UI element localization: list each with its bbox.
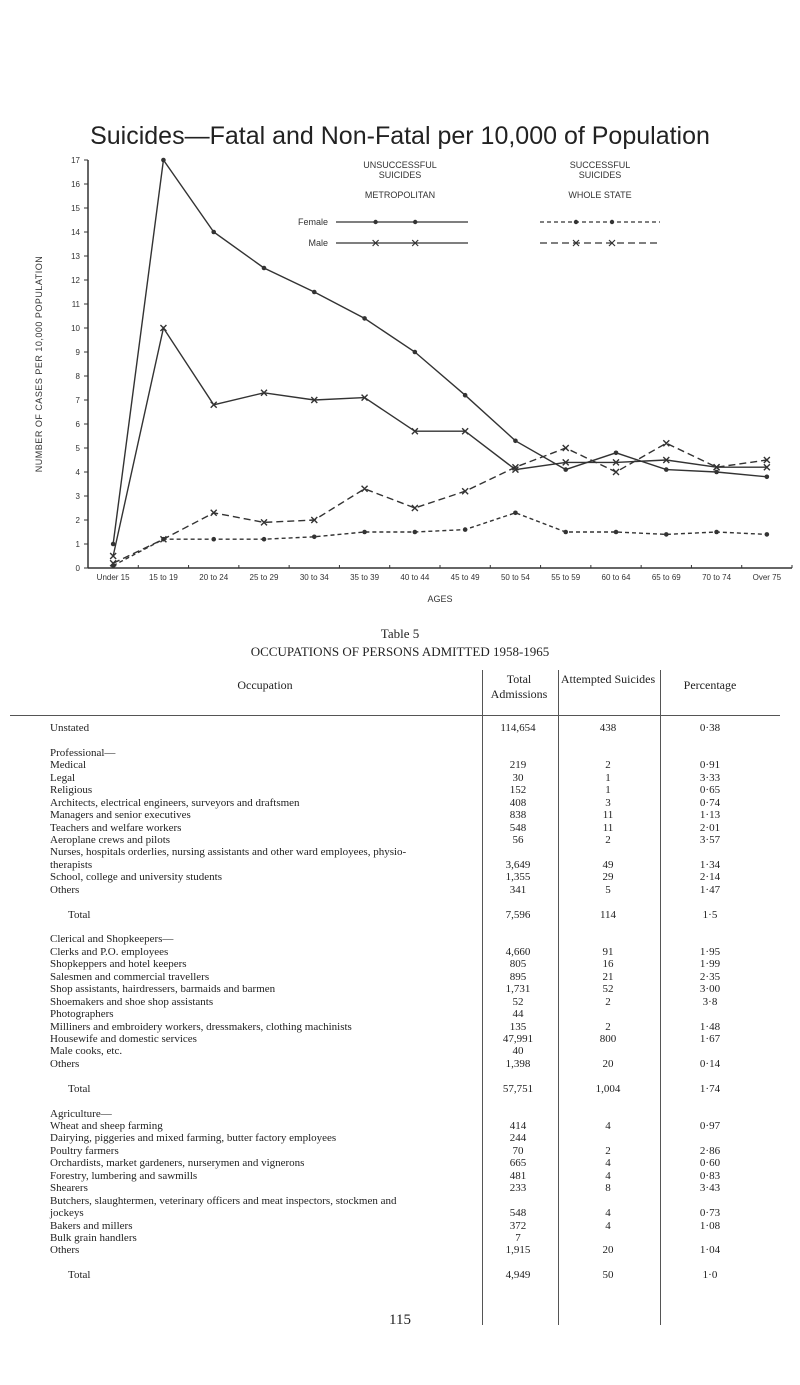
row-label: Aeroplane crews and pilots xyxy=(50,833,171,846)
row-total-admissions: 30 xyxy=(512,771,524,784)
row-total-admissions: 52 xyxy=(512,995,524,1008)
row-attempted-suicides: 50 xyxy=(602,1269,614,1282)
row-label: Total xyxy=(68,1082,91,1095)
table-row xyxy=(50,958,780,970)
y-tick-label: 4 xyxy=(75,468,80,477)
table-row xyxy=(50,909,780,921)
header-percentage: Percentage xyxy=(683,678,737,692)
row-label: Religious xyxy=(50,784,93,797)
table-row xyxy=(50,1021,780,1033)
row-percentage: 1·08 xyxy=(699,1219,721,1232)
row-attempted-suicides: 1 xyxy=(605,784,611,797)
table-row xyxy=(50,871,780,883)
table-row xyxy=(50,1095,780,1107)
data-point xyxy=(312,535,317,540)
row-label: Total xyxy=(68,1269,91,1282)
table-row xyxy=(50,1170,780,1182)
row-attempted-suicides: 20 xyxy=(602,1057,614,1070)
row-attempted-suicides: 4 xyxy=(605,1157,611,1170)
data-point xyxy=(412,505,418,511)
row-percentage: 1·5 xyxy=(702,908,718,921)
row-total-admissions: 895 xyxy=(509,970,527,983)
table-row xyxy=(50,1058,780,1070)
table-row xyxy=(50,846,780,858)
y-axis-label: NUMBER OF CASES PER 10,000 POPULATION xyxy=(34,255,44,473)
data-point xyxy=(513,511,518,516)
data-point xyxy=(613,469,619,475)
data-point xyxy=(663,440,669,446)
data-point xyxy=(714,530,719,535)
row-percentage: 2·35 xyxy=(699,970,721,983)
table-row xyxy=(50,1182,780,1194)
table-row xyxy=(50,1195,780,1207)
row-total-admissions: 3,649 xyxy=(505,858,531,871)
data-point xyxy=(161,158,166,163)
row-label: Salesmen and commercial travellers xyxy=(50,970,210,983)
table-caption: OCCUPATIONS OF PERSONS ADMITTED 1958-1965 xyxy=(250,644,550,659)
table-row xyxy=(50,822,780,834)
legend-sub-metropolitan: METROPOLITAN xyxy=(364,190,436,200)
row-percentage: 0·65 xyxy=(699,784,721,797)
y-tick-label: 15 xyxy=(71,204,80,213)
y-tick-label: 12 xyxy=(71,276,80,285)
row-label: Others xyxy=(50,883,80,896)
row-percentage: 3·33 xyxy=(699,771,721,784)
row-total-admissions: 1,731 xyxy=(505,983,531,996)
data-point xyxy=(463,527,468,532)
row-label: Managers and senior executives xyxy=(50,809,191,822)
row-total-admissions: 7 xyxy=(515,1231,521,1244)
y-tick-label: 14 xyxy=(71,228,80,237)
row-total-admissions: 665 xyxy=(509,1157,527,1170)
row-label: Clerks and P.O. employees xyxy=(50,945,169,958)
data-point xyxy=(765,475,770,480)
row-label: Agriculture— xyxy=(50,1107,112,1120)
legend-marker xyxy=(574,220,578,224)
row-label: Dairying, piggeries and mixed farming, butter factory employees xyxy=(50,1132,337,1145)
row-label: Poultry farmers xyxy=(50,1144,119,1157)
table-row xyxy=(50,1257,780,1269)
page-number: 115 xyxy=(389,1312,411,1328)
legend-heading-unsuccessful: UNSUCCESSFUL xyxy=(363,160,437,170)
row-total-admissions: 414 xyxy=(509,1120,527,1132)
row-total-admissions: 135 xyxy=(509,1020,527,1033)
row-percentage: 0·60 xyxy=(699,1157,721,1170)
row-total-admissions: 548 xyxy=(509,821,527,834)
table-row xyxy=(50,946,780,958)
chart-title: Suicides—Fatal and Non-Fatal per 10,000 of Population xyxy=(90,122,710,150)
row-total-admissions: 481 xyxy=(509,1169,527,1182)
row-percentage: 0·97 xyxy=(699,1120,721,1132)
table-row xyxy=(50,809,780,821)
x-tick-label: 40 to 44 xyxy=(400,573,430,582)
row-label: Housewife and domestic services xyxy=(50,1032,197,1045)
row-total-admissions: 57,751 xyxy=(502,1082,534,1095)
header-rule xyxy=(10,715,780,716)
y-tick-label: 7 xyxy=(75,396,80,405)
x-axis-label: AGES xyxy=(427,594,453,604)
table-row xyxy=(50,834,780,846)
row-attempted-suicides: 29 xyxy=(602,871,614,884)
row-label: Shop assistants, hairdressers, barmaids and barmen xyxy=(50,983,276,996)
data-point xyxy=(714,470,719,475)
row-attempted-suicides: 5 xyxy=(605,883,611,896)
y-tick-label: 2 xyxy=(75,516,80,525)
data-point xyxy=(211,537,216,542)
legend-marker xyxy=(373,220,377,224)
legend-heading-successful: SUCCESSFUL xyxy=(569,160,631,170)
x-tick-label: 45 to 49 xyxy=(450,573,480,582)
row-percentage: 0·74 xyxy=(699,796,721,809)
row-label: Professional— xyxy=(50,746,116,759)
row-attempted-suicides: 16 xyxy=(602,958,614,971)
y-tick-label: 17 xyxy=(71,156,80,165)
row-attempted-suicides: 20 xyxy=(602,1244,614,1257)
row-total-admissions: 1,398 xyxy=(505,1057,531,1070)
row-percentage: 3·43 xyxy=(699,1182,721,1195)
table-row xyxy=(50,1132,780,1144)
row-attempted-suicides: 438 xyxy=(599,722,617,734)
line-chart xyxy=(0,150,800,620)
data-point xyxy=(463,393,468,398)
row-percentage: 1·67 xyxy=(699,1032,721,1045)
row-label: Orchardists, market gardeners, nurserymen and vignerons xyxy=(50,1157,305,1170)
row-percentage: 3·00 xyxy=(699,983,721,996)
table-row xyxy=(50,1083,780,1095)
row-attempted-suicides: 3 xyxy=(605,796,611,809)
row-percentage: 1·99 xyxy=(699,958,721,971)
row-percentage: 0·73 xyxy=(699,1207,721,1220)
row-total-admissions: 244 xyxy=(509,1132,527,1145)
row-attempted-suicides: 4 xyxy=(605,1169,611,1182)
table-row xyxy=(50,1232,780,1244)
row-total-admissions: 1,355 xyxy=(505,871,531,884)
table-header xyxy=(50,668,780,720)
row-attempted-suicides: 1,004 xyxy=(595,1082,621,1095)
row-label: Shoemakers and shoe shop assistants xyxy=(50,995,214,1008)
table-row xyxy=(50,1269,780,1281)
row-attempted-suicides: 2 xyxy=(605,1020,611,1033)
data-point xyxy=(413,350,418,355)
table-row xyxy=(50,996,780,1008)
legend-sub-whole-state: WHOLE STATE xyxy=(568,190,632,200)
data-point xyxy=(262,537,267,542)
row-attempted-suicides: 2 xyxy=(605,1144,611,1157)
row-percentage: 1·95 xyxy=(699,945,721,958)
row-label: Teachers and welfare workers xyxy=(50,821,182,834)
row-percentage: 0·91 xyxy=(699,759,721,772)
y-tick-label: 3 xyxy=(75,492,80,501)
table-row xyxy=(50,797,780,809)
row-total-admissions: 838 xyxy=(509,809,527,822)
row-label: Bakers and millers xyxy=(50,1219,133,1232)
row-attempted-suicides: 8 xyxy=(605,1182,611,1195)
row-percentage: 2·01 xyxy=(699,821,721,834)
row-attempted-suicides: 4 xyxy=(605,1219,611,1232)
row-total-admissions: 4,949 xyxy=(505,1269,531,1282)
row-percentage: 2·86 xyxy=(699,1144,721,1157)
x-tick-label: 70 to 74 xyxy=(702,573,732,582)
data-point xyxy=(211,230,216,235)
row-percentage: 0·38 xyxy=(699,722,721,734)
row-attempted-suicides: 2 xyxy=(605,995,611,1008)
row-attempted-suicides: 11 xyxy=(602,821,614,834)
row-percentage: 1·74 xyxy=(699,1082,721,1095)
table-number: Table 5 xyxy=(380,626,420,641)
legend-heading-successful: SUICIDES xyxy=(578,170,622,180)
row-label: Medical xyxy=(50,759,87,772)
row-total-admissions: 408 xyxy=(509,796,527,809)
data-point xyxy=(262,266,267,271)
row-total-admissions: 805 xyxy=(509,958,527,971)
table-row xyxy=(50,747,780,759)
row-total-admissions: 233 xyxy=(509,1182,527,1195)
y-tick-label: 8 xyxy=(75,372,80,381)
table-row xyxy=(50,983,780,995)
x-tick-label: 55 to 59 xyxy=(551,573,581,582)
row-label: Wheat and sheep farming xyxy=(50,1120,163,1132)
y-tick-label: 1 xyxy=(75,540,80,549)
row-label: Shopkeppers and hotel keepers xyxy=(50,958,187,971)
table-row xyxy=(50,722,780,734)
table-row xyxy=(50,1045,780,1057)
y-tick-label: 11 xyxy=(71,300,80,309)
series-line xyxy=(113,160,767,544)
data-point xyxy=(614,530,619,535)
x-tick-label: 50 to 54 xyxy=(500,573,530,582)
table-row xyxy=(50,971,780,983)
row-label: Others xyxy=(50,1244,80,1257)
row-label: jockeys xyxy=(50,1207,84,1220)
row-percentage: 1·48 xyxy=(699,1020,721,1033)
row-label: Legal xyxy=(50,771,76,784)
y-tick-label: 0 xyxy=(75,564,80,573)
header-occupation: Occupation xyxy=(237,678,293,692)
header-attempted: Attempted Suicides xyxy=(560,672,656,686)
row-total-admissions: 47,991 xyxy=(502,1032,534,1045)
row-label: Clerical and Shopkeepers— xyxy=(50,933,174,946)
y-tick-label: 5 xyxy=(75,444,80,453)
table-row xyxy=(50,1070,780,1082)
table-row xyxy=(50,1008,780,1020)
row-label: Total xyxy=(68,908,91,921)
x-tick-label: Over 75 xyxy=(752,573,782,582)
row-label: Photographers xyxy=(50,1008,114,1021)
table-row xyxy=(50,1033,780,1045)
table-row xyxy=(50,784,780,796)
row-attempted-suicides: 114 xyxy=(599,908,617,921)
row-label: Male cooks, etc. xyxy=(50,1045,123,1058)
data-point xyxy=(312,290,317,295)
data-point xyxy=(513,439,518,444)
header-total: Total Admissions xyxy=(490,672,548,701)
table-row xyxy=(50,1145,780,1157)
row-attempted-suicides: 2 xyxy=(605,759,611,772)
y-tick-label: 9 xyxy=(75,348,80,357)
row-percentage: 1·34 xyxy=(699,858,721,871)
row-total-admissions: 40 xyxy=(512,1045,524,1058)
series-line xyxy=(113,443,767,563)
row-percentage: 2·14 xyxy=(699,871,721,884)
row-attempted-suicides: 4 xyxy=(605,1120,611,1132)
row-total-admissions: 152 xyxy=(509,784,527,797)
x-tick-label: 30 to 34 xyxy=(299,573,329,582)
y-tick-label: 6 xyxy=(75,420,80,429)
row-attempted-suicides: 52 xyxy=(602,983,614,996)
row-label: Nurses, hospitals orderlies, nursing assistants and other ward employees, physio- xyxy=(50,846,407,859)
y-tick-label: 16 xyxy=(71,180,80,189)
row-attempted-suicides: 800 xyxy=(599,1032,617,1045)
row-percentage: 0·83 xyxy=(699,1169,721,1182)
data-point xyxy=(563,467,568,472)
row-percentage: 3·57 xyxy=(699,833,721,846)
table-row xyxy=(50,896,780,908)
legend-marker xyxy=(413,220,417,224)
table-row xyxy=(50,1220,780,1232)
data-point xyxy=(563,530,568,535)
row-total-admissions: 114,654 xyxy=(500,722,536,734)
row-attempted-suicides: 1 xyxy=(605,771,611,784)
row-label: Milliners and embroidery workers, dressmakers, clothing machinists xyxy=(50,1020,352,1033)
row-label: Shearers xyxy=(50,1182,88,1195)
row-label: Butchers, slaughtermen, veterinary officers and meat inspectors, stockmen and xyxy=(50,1194,397,1207)
table-row xyxy=(50,921,780,933)
data-point xyxy=(362,316,367,321)
row-label: School, college and university students xyxy=(50,871,222,884)
x-tick-label: 20 to 24 xyxy=(199,573,229,582)
x-tick-label: Under 15 xyxy=(96,573,130,582)
data-point xyxy=(614,451,619,456)
legend-marker xyxy=(610,220,614,224)
row-total-admissions: 1,915 xyxy=(505,1244,531,1257)
series-line xyxy=(113,328,767,556)
row-total-admissions: 4,660 xyxy=(505,945,531,958)
table-row xyxy=(50,1108,780,1120)
table-row xyxy=(50,1157,780,1169)
row-label: Forestry, lumbering and sawmills xyxy=(50,1169,198,1182)
table-row xyxy=(50,759,780,771)
row-percentage: 1·0 xyxy=(702,1269,718,1282)
table-row xyxy=(50,859,780,871)
row-total-admissions: 56 xyxy=(512,833,524,846)
row-label: therapists xyxy=(50,858,93,871)
legend-male-label: Male xyxy=(308,238,328,248)
row-attempted-suicides: 11 xyxy=(602,809,614,822)
row-total-admissions: 372 xyxy=(509,1219,527,1232)
row-total-admissions: 548 xyxy=(509,1207,527,1220)
row-total-admissions: 44 xyxy=(512,1008,524,1021)
data-point xyxy=(664,532,669,537)
series-line xyxy=(113,513,767,566)
row-percentage: 1·13 xyxy=(699,809,721,822)
row-attempted-suicides: 4 xyxy=(605,1207,611,1220)
x-tick-label: 35 to 39 xyxy=(350,573,380,582)
table-row xyxy=(50,1244,780,1256)
data-point xyxy=(563,445,569,451)
x-tick-label: 60 to 64 xyxy=(601,573,631,582)
row-label: Bulk grain handlers xyxy=(50,1231,137,1244)
legend-heading-unsuccessful: SUICIDES xyxy=(378,170,422,180)
data-point xyxy=(362,530,367,535)
row-label: Architects, electrical engineers, surveyors and draftsmen xyxy=(50,796,300,809)
data-point xyxy=(413,530,418,535)
row-total-admissions: 70 xyxy=(512,1144,524,1157)
data-point xyxy=(362,486,368,492)
row-percentage: 1·47 xyxy=(699,883,721,896)
row-total-admissions: 219 xyxy=(509,759,527,772)
table-row xyxy=(50,772,780,784)
row-percentage: 3·8 xyxy=(702,995,718,1008)
table-row xyxy=(50,1120,780,1132)
row-attempted-suicides: 91 xyxy=(602,945,614,958)
row-label: Others xyxy=(50,1057,80,1070)
x-tick-label: 65 to 69 xyxy=(651,573,681,582)
data-point xyxy=(765,532,770,537)
y-tick-label: 10 xyxy=(71,324,80,333)
legend-female-label: Female xyxy=(297,217,328,227)
row-attempted-suicides: 21 xyxy=(602,970,614,983)
x-tick-label: 15 to 19 xyxy=(148,573,178,582)
y-tick-label: 13 xyxy=(71,252,80,261)
row-percentage: 1·04 xyxy=(699,1244,721,1257)
table-row xyxy=(50,734,780,746)
table-row xyxy=(50,884,780,896)
row-percentage: 0·14 xyxy=(699,1057,721,1070)
x-tick-label: 25 to 29 xyxy=(249,573,279,582)
table-row xyxy=(50,933,780,945)
table-row xyxy=(50,1207,780,1219)
row-attempted-suicides: 49 xyxy=(602,858,614,871)
row-attempted-suicides: 2 xyxy=(605,833,611,846)
row-label: Unstated xyxy=(50,722,90,734)
row-total-admissions: 341 xyxy=(509,883,527,896)
occupation-table xyxy=(50,722,780,1282)
row-total-admissions: 7,596 xyxy=(505,908,531,921)
data-point xyxy=(664,467,669,472)
